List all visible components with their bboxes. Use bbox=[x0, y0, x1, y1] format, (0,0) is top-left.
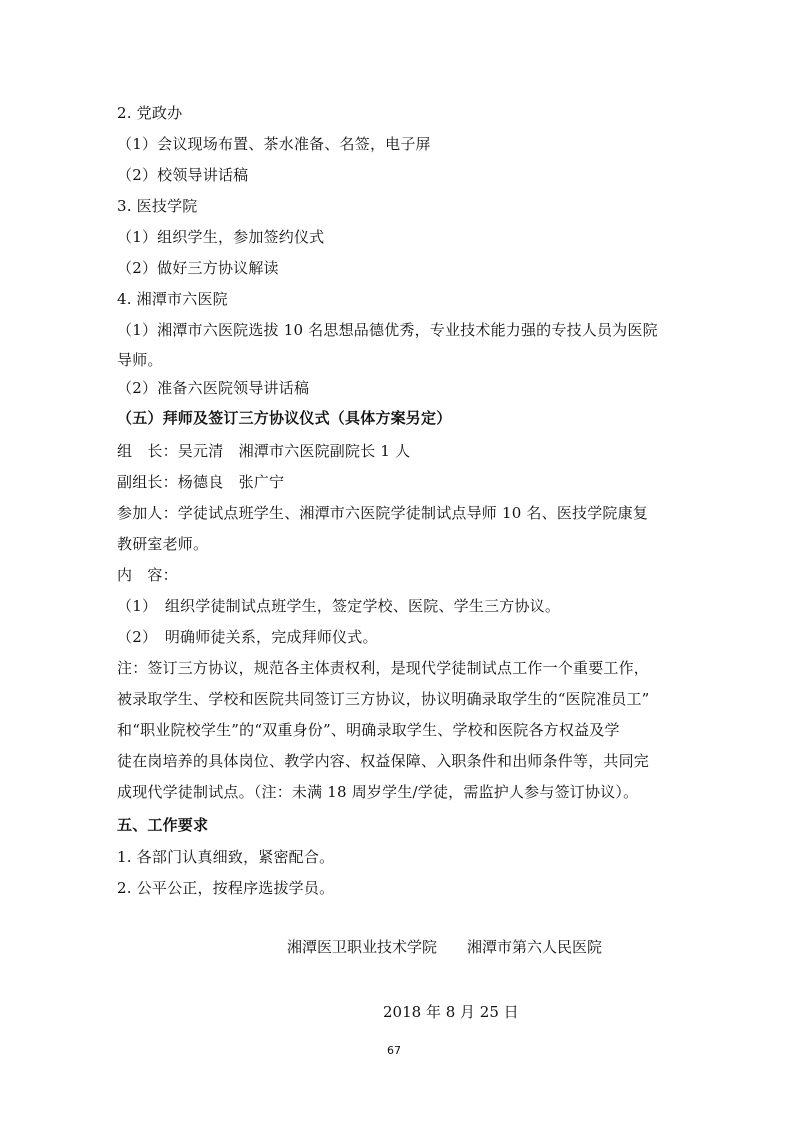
signature-institutions: 湘潭医卫职业技术学院 湘潭市第六人民医院 bbox=[287, 938, 603, 956]
section-heading-hospital: 4. 湘潭市六医院 bbox=[117, 290, 228, 308]
item-speech-draft: （2）校领导讲话稿 bbox=[117, 166, 249, 184]
ceremony-participants-cont: 教研室老师。 bbox=[117, 535, 209, 553]
item-select-mentors: （1）湘潭市六医院选拔 10 名思想品德优秀，专业技术能力强的专技人员为医院 bbox=[117, 321, 658, 339]
item-organize-students: （1）组织学生，参加签约仪式 bbox=[117, 228, 325, 246]
item-select-mentors-cont: 导师。 bbox=[117, 351, 163, 369]
requirement-cooperation: 1. 各部门认真细致，紧密配合。 bbox=[117, 848, 335, 866]
document-date: 2018 年 8 月 25 日 bbox=[383, 1003, 519, 1021]
ceremony-leader: 组 长：吴元清 湘潭市六医院副院长 1 人 bbox=[117, 442, 411, 460]
note-line-1: 注：签订三方协议，规范各主体责权利，是现代学徒制试点工作一个重要工作， bbox=[117, 659, 650, 677]
content-item-mentorship: （2） 明确师徒关系，完成拜师仪式。 bbox=[117, 628, 378, 646]
note-line-3: 和“职业院校学生”的“双重身份”、明确录取学生、学校和医院各方权益及学 bbox=[117, 721, 620, 739]
ceremony-deputy-leader: 副组长：杨德良 张广宁 bbox=[117, 473, 285, 491]
ceremony-participants: 参加人：学徒试点班学生、湘潭市六医院学徒制试点导师 10 名、医技学院康复 bbox=[117, 504, 649, 522]
item-meeting-setup: （1）会议现场布置、茶水准备、名签，电子屏 bbox=[117, 135, 431, 153]
note-line-5: 成现代学徒制试点。（注：未满 18 周岁学生/学徒，需监护人参与签订协议）。 bbox=[117, 783, 639, 801]
section-heading-work-requirements: 五、工作要求 bbox=[117, 816, 209, 834]
subsection-heading-ceremony: （五）拜师及签订三方协议仪式（具体方案另定） bbox=[117, 409, 452, 427]
note-line-4: 徒在岗培养的具体岗位、教学内容、权益保障、入职条件和出师条件等，共同完 bbox=[117, 752, 650, 770]
ceremony-content-label: 内 容： bbox=[117, 566, 178, 584]
item-hospital-speech: （2）准备六医院领导讲话稿 bbox=[117, 379, 310, 397]
page-number: 67 bbox=[387, 1044, 401, 1057]
requirement-fairness: 2. 公平公正，按程序选拔学员。 bbox=[117, 879, 335, 897]
note-line-2: 被录取学生、学校和医院共同签订三方协议，协议明确录取学生的“医院准员工” bbox=[117, 690, 650, 708]
section-heading-medical-college: 3. 医技学院 bbox=[117, 197, 198, 215]
item-agreement-interpretation: （2）做好三方协议解读 bbox=[117, 259, 279, 277]
section-heading-party-office: 2. 党政办 bbox=[117, 104, 183, 122]
content-item-sign-agreement: （1） 组织学徒制试点班学生，签定学校、医院、学生三方协议。 bbox=[117, 597, 561, 615]
